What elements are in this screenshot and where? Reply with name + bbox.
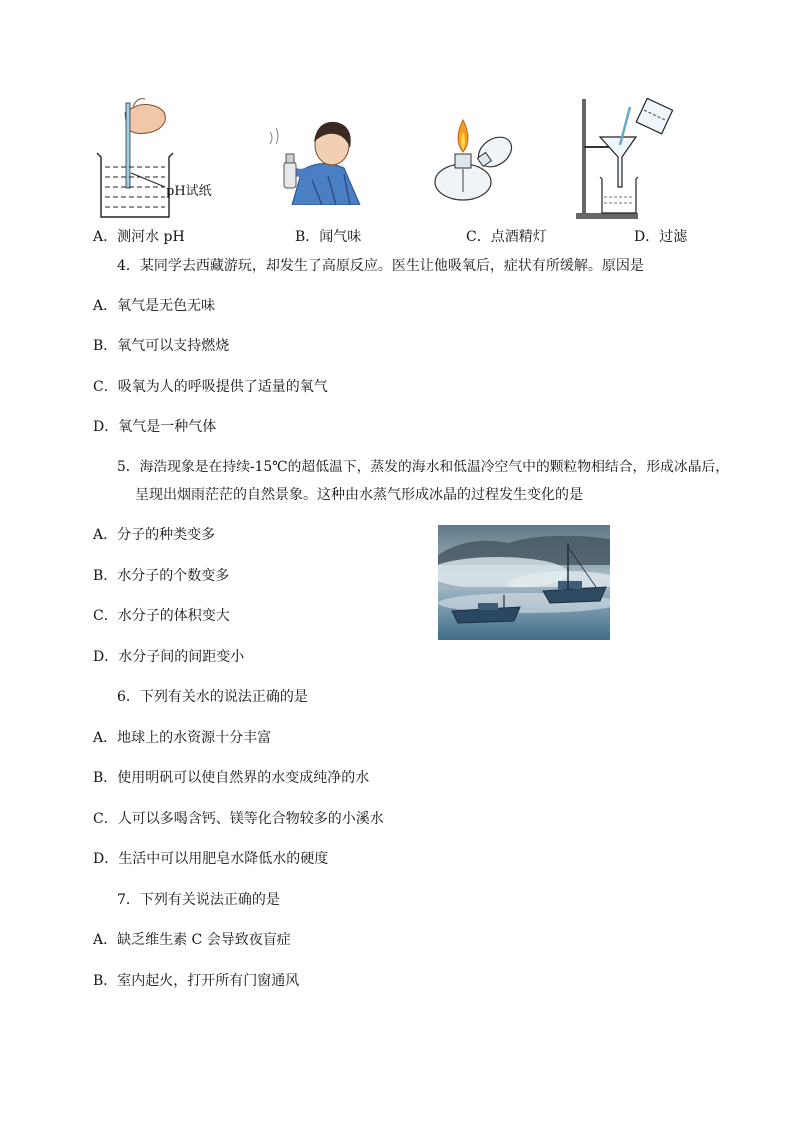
- q5-option-c[interactable]: C．水分子的体积变大: [93, 608, 230, 624]
- q7-option-a[interactable]: A．缺乏维生素 C 会导致夜盲症: [93, 932, 291, 948]
- figure-smell: [262, 110, 367, 205]
- q7-option-b[interactable]: B．室内起火，打开所有门窗通风: [93, 973, 300, 989]
- q3-option-b[interactable]: B．闻气味: [295, 229, 362, 245]
- q4-option-c[interactable]: C．吸氧为人的呼吸提供了适量的氧气: [93, 379, 328, 395]
- q4-option-a[interactable]: A．氧气是无色无味: [93, 298, 216, 314]
- q4-option-d[interactable]: D．氧气是一种气体: [93, 419, 217, 435]
- sea-fog-photo: [438, 525, 610, 640]
- q4-stem: 4．某同学去西藏游玩，却发生了高原反应。医生让他吸氧后，症状有所缓解。原因是: [117, 258, 644, 274]
- q5-stem-line1: 5．海浩现象是在持续-15℃的超低温下，蒸发的海水和低温冷空气中的颗粒物相结合，形成冰晶后，: [117, 459, 730, 475]
- figure-alcohol-lamp: [433, 112, 523, 204]
- q6-option-a[interactable]: A．地球上的水资源十分丰富: [93, 730, 272, 746]
- q7-stem: 7．下列有关说法正确的是: [117, 892, 280, 908]
- q5-option-b[interactable]: B．水分子的个数变多: [93, 568, 230, 584]
- q3-option-d[interactable]: D．过滤: [634, 229, 688, 245]
- figure-ph-test: [95, 95, 235, 220]
- q5-stem-line2: 呈现出烟雨茫茫的自然景象。这种由水蒸气形成冰晶的过程发生变化的是: [135, 487, 583, 503]
- q5-option-d[interactable]: D．水分子间的间距变小: [93, 649, 245, 665]
- q3-option-a[interactable]: A．测河水 pH: [93, 229, 185, 245]
- q6-stem: 6．下列有关水的说法正确的是: [117, 689, 308, 705]
- q3-option-c[interactable]: C．点酒精灯: [466, 229, 547, 245]
- q6-option-c[interactable]: C．人可以多喝含钙、镁等化合物较多的小溪水: [93, 811, 384, 827]
- q5-option-a[interactable]: A．分子的种类变多: [93, 527, 216, 543]
- ph-paper-label: pH试纸: [166, 184, 212, 199]
- q6-option-b[interactable]: B．使用明矾可以使自然界的水变成纯净的水: [93, 770, 370, 786]
- q4-option-b[interactable]: B．氧气可以支持燃烧: [93, 338, 230, 354]
- figure-filtration: [574, 97, 674, 221]
- q6-option-d[interactable]: D．生活中可以用肥皂水降低水的硬度: [93, 851, 329, 867]
